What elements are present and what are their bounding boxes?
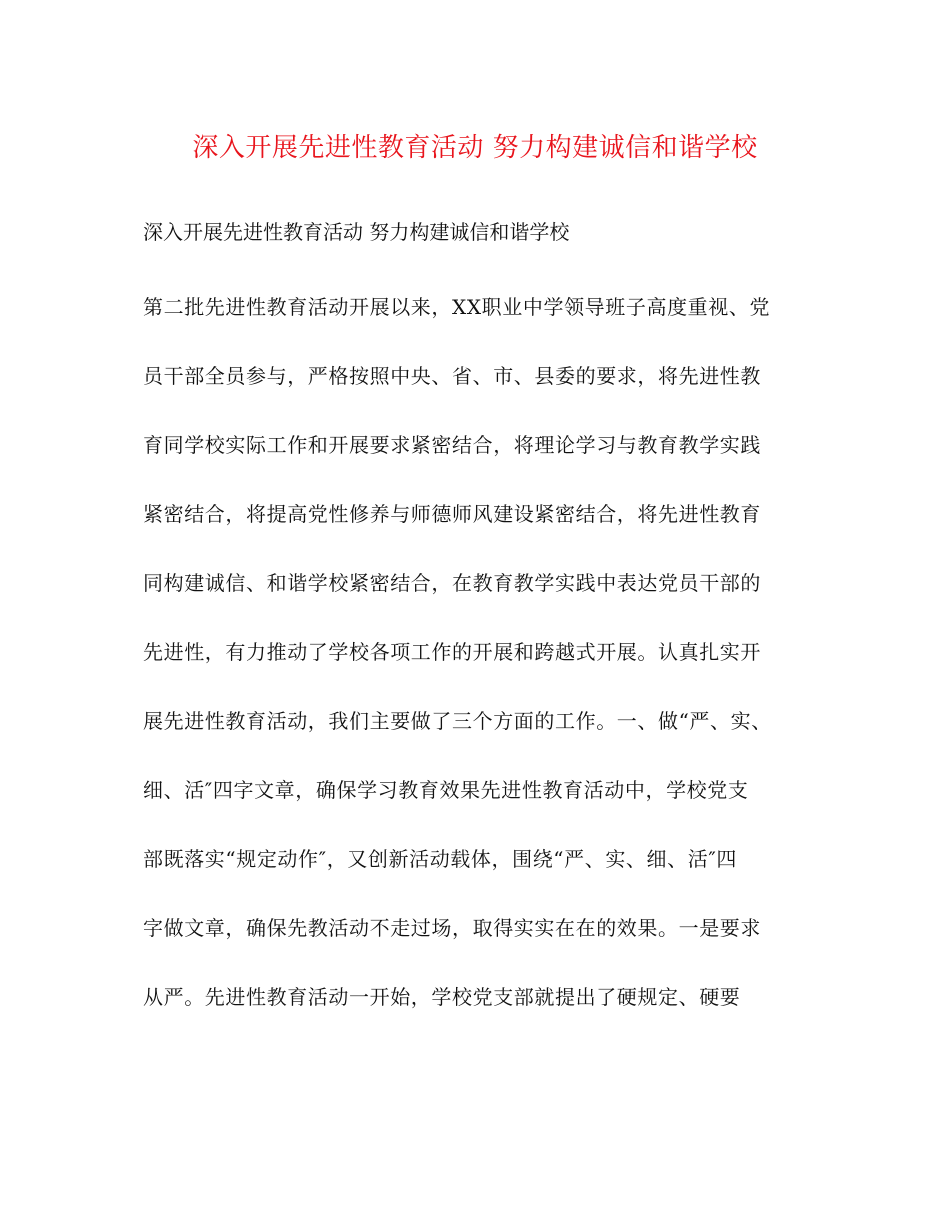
document-subtitle: 深入开展先进性教育活动 努力构建诚信和谐学校 xyxy=(143,220,570,244)
body-line: 育同学校实际工作和开展要求紧密结合，将理论学习与教育教学实践 xyxy=(143,433,761,457)
body-line: 先进性，有力推动了学校各项工作的开展和跨越式开展。认真扎实开 xyxy=(143,640,761,664)
body-line: 部既落实“规定动作″，又创新活动载体，围绕“严、实、细、活″四 xyxy=(143,847,737,871)
body-line: 同构建诚信、和谐学校紧密结合，在教育教学实践中表达党员干部的 xyxy=(143,571,761,595)
body-line: 字做文章，确保先教活动不走过场，取得实实在在的效果。一是要求 xyxy=(143,916,761,940)
body-line: 第二批先进性教育活动开展以来，XX职业中学领导班子高度重视、党 xyxy=(143,295,771,319)
body-line: 从严。先进性教育活动一开始，学校党支部就提出了硬规定、硬要 xyxy=(143,985,741,1009)
body-line: 展先进性教育活动，我们主要做了三个方面的工作。一、做“严、实、 xyxy=(143,709,772,733)
body-line: 员干部全员参与，严格按照中央、省、市、县委的要求，将先进性教 xyxy=(143,364,761,388)
document-title: 深入开展先进性教育活动 努力构建诚信和谐学校 xyxy=(192,133,758,163)
body-line: 紧密结合，将提高党性修养与师德师风建设紧密结合，将先进性教育 xyxy=(143,502,761,526)
body-line: 细、活″四字文章，确保学习教育效果先进性教育活动中，学校党支 xyxy=(143,778,749,802)
